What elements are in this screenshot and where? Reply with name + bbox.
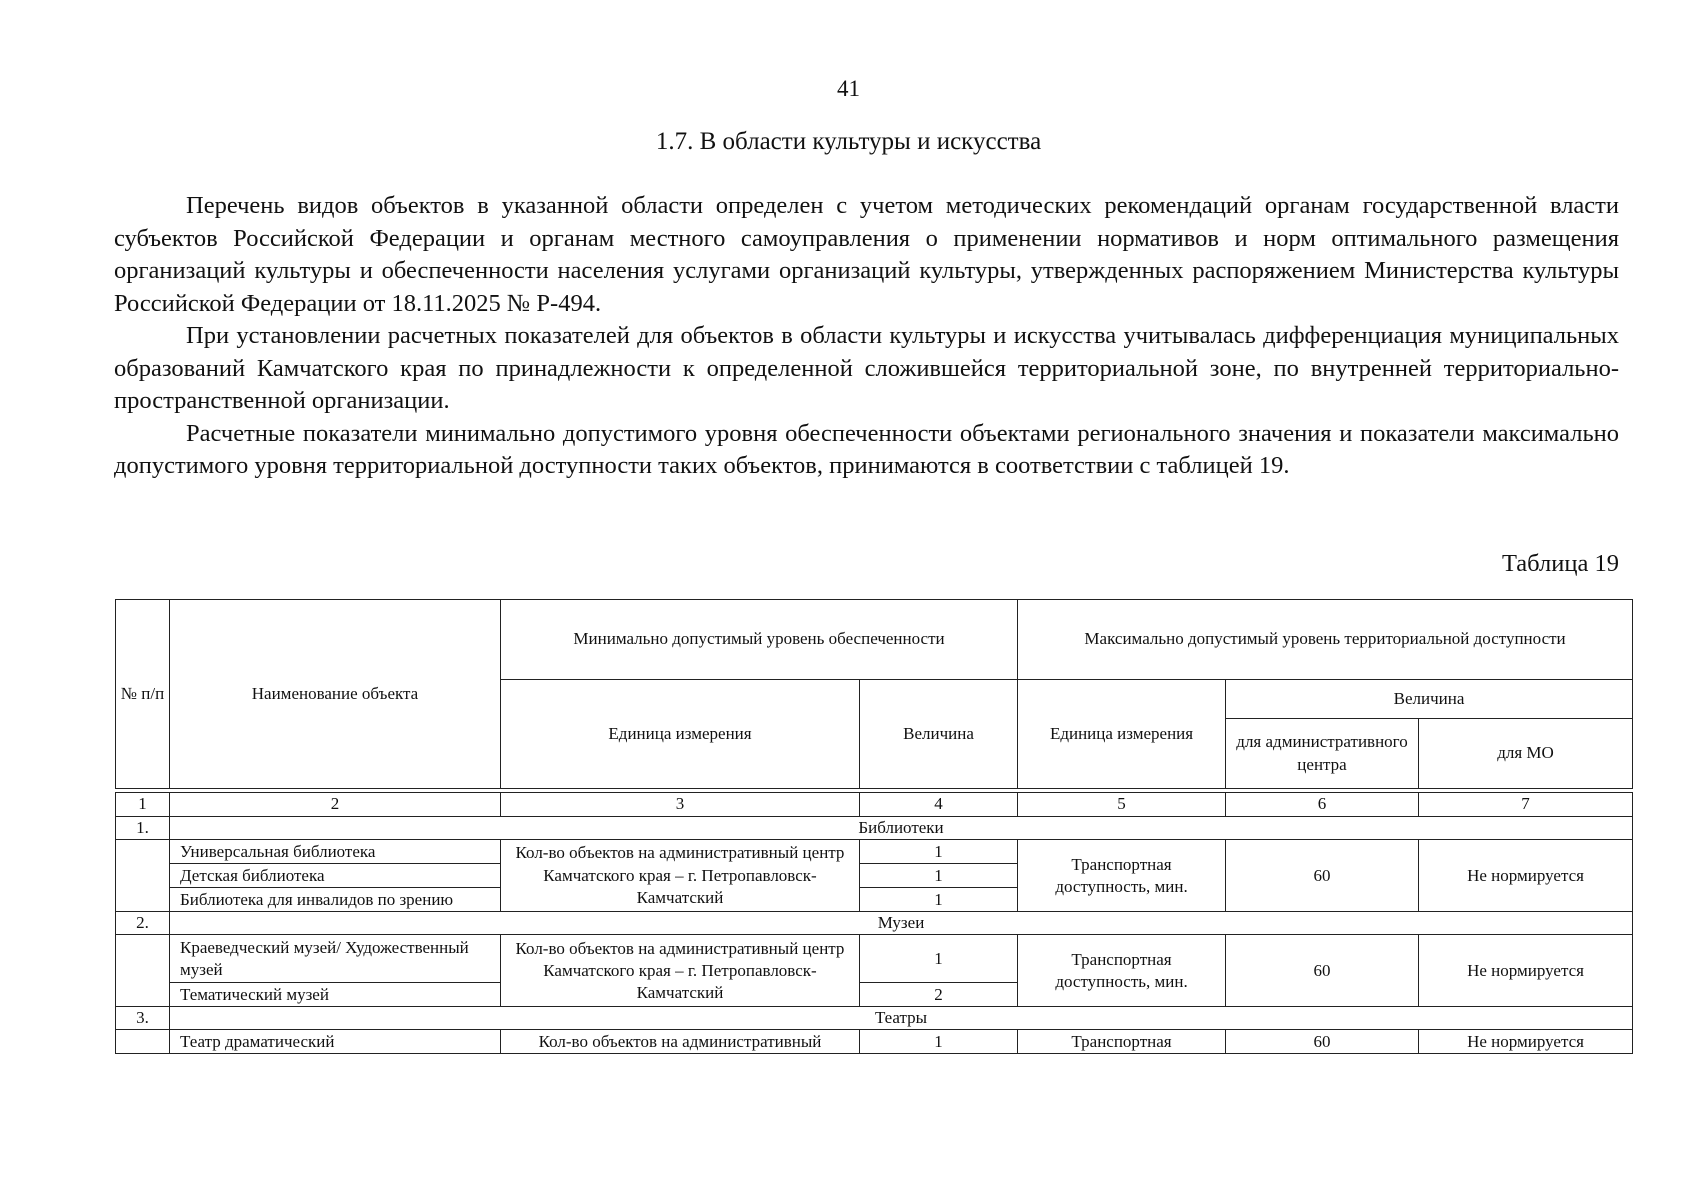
paragraph: Расчетные показатели минимально допустимого уровня обеспеченности объектами регионального значения и показатели максимально допустимого уровня территориальной доступности таких объектов, принимаются в соответствии с таблицей 19.	[114, 419, 1619, 479]
value-cell: 1	[860, 864, 1018, 888]
mo-cell: Не нормируется	[1419, 1030, 1633, 1054]
column-number-row	[116, 793, 1633, 817]
column-number: 4	[860, 793, 1018, 817]
section-title-cell: Театры	[170, 1007, 1633, 1030]
header-value: Величина	[860, 680, 1018, 789]
header-value2: Величина	[1226, 680, 1633, 719]
section-row	[116, 912, 1633, 935]
paragraph: Перечень видов объектов в указанной области определен с учетом методических рекомендаций органам государственной власти субъектов Российской Федерации и органам местного самоуправления о применении нормативов и норм оптимального размещения организаций культуры и обеспеченности населения услугами организаций культуры, утвержденных распоряжением Министерства культуры Российской Федерации от 18.11.2025 № Р-494.	[114, 192, 1619, 317]
header-mo: для МО	[1419, 719, 1633, 789]
object-name: Тематический музей	[170, 983, 501, 1007]
value-cell: 1	[860, 888, 1018, 912]
section-num: 2.	[116, 912, 170, 935]
section-num: 3.	[116, 1007, 170, 1030]
table-row	[116, 935, 1633, 983]
object-name: Универсальная библиотека	[170, 840, 501, 864]
admin-center-cell: 60	[1226, 1030, 1419, 1054]
unit-cell: Кол-во объектов на административный центр Камчатского края – г. Петропавловск-Камчатский	[501, 840, 860, 912]
header-unit: Единица измерения	[501, 680, 860, 789]
column-number: 7	[1419, 793, 1633, 817]
section-title-cell: Библиотеки	[170, 817, 1633, 840]
section-num: 1.	[116, 817, 170, 840]
table-row	[116, 1030, 1633, 1054]
section-row	[116, 1007, 1633, 1030]
mo-cell: Не нормируется	[1419, 840, 1633, 912]
header-admin-center: для административного центра	[1226, 719, 1419, 789]
table-caption: Таблица 19	[1501, 550, 1619, 577]
object-name: Театр драматический	[170, 1030, 501, 1054]
value-cell: 2	[860, 983, 1018, 1007]
value-cell: 1	[860, 935, 1018, 983]
access-unit-cell: Транспортная доступность, мин.	[1018, 840, 1226, 912]
column-number: 3	[501, 793, 860, 817]
header-name: Наименование объекта	[170, 600, 501, 789]
header-num: № п/п	[116, 600, 170, 789]
unit-cell: Кол-во объектов на административный	[501, 1030, 860, 1054]
admin-center-cell: 60	[1226, 840, 1419, 912]
page-number: 41	[837, 76, 860, 101]
header-unit2: Единица измерения	[1018, 680, 1226, 789]
header-row	[116, 600, 1633, 680]
access-unit-cell: Транспортная	[1018, 1030, 1226, 1054]
table-row	[116, 840, 1633, 864]
norms-table	[115, 599, 1633, 1054]
value-cell: 1	[860, 840, 1018, 864]
column-number: 2	[170, 793, 501, 817]
header-min-group: Минимально допустимый уровень обеспеченности	[501, 600, 1018, 680]
column-number: 6	[1226, 793, 1419, 817]
object-name: Библиотека для инвалидов по зрению	[170, 888, 501, 912]
section-title: 1.7. В области культуры и искусства	[655, 128, 1042, 155]
admin-center-cell: 60	[1226, 935, 1419, 1007]
header-max-group: Максимально допустимый уровень территориальной доступности	[1018, 600, 1633, 680]
column-number: 1	[116, 793, 170, 817]
access-unit-cell: Транспортная доступность, мин.	[1018, 935, 1226, 1007]
section-row	[116, 817, 1633, 840]
object-name: Краеведческий музей/ Художественный музей	[170, 935, 501, 983]
mo-cell: Не нормируется	[1419, 935, 1633, 1007]
unit-cell: Кол-во объектов на административный центр Камчатского края – г. Петропавловск-Камчатский	[501, 935, 860, 1007]
column-number: 5	[1018, 793, 1226, 817]
paragraph: При установлении расчетных показателей для объектов в области культуры и искусства учитывалась дифференциация муниципальных образований Камчатского края по принадлежности к определенной сложившейся территориальной зоне, по внутренней территориально-пространственной организации.	[114, 322, 1619, 414]
section-title-cell: Музеи	[170, 912, 1633, 935]
body-text	[114, 190, 1619, 483]
value-cell: 1	[860, 1030, 1018, 1054]
object-name: Детская библиотека	[170, 864, 501, 888]
